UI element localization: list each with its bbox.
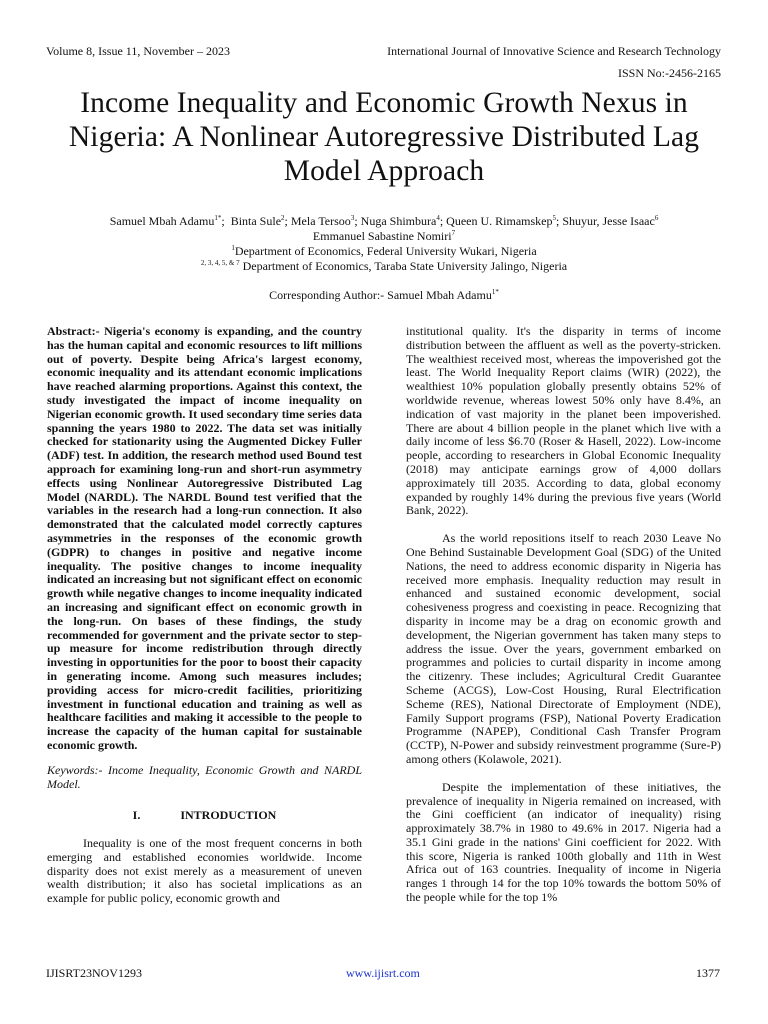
affiliation-2 (40, 259, 728, 273)
affiliation-sup: 1 (231, 244, 235, 252)
corresponding-label: Corresponding Author:- Samuel Mbah Adamu (269, 288, 492, 302)
corresponding-sup: 1* (491, 288, 499, 296)
header-volume: Volume 8, Issue 11, November – 2023 (46, 44, 230, 58)
author-sup: 5 (552, 214, 556, 222)
footer-url-link[interactable]: www.ijisrt.com (346, 966, 420, 980)
body-paragraph: As the world repositions itself to reach 2030 Leave No One Behind Sustainable Development Goal (SDG) of the United Nations, the need to address economic disparity in Nigeria has received more emphasis. Inequality reduction may result in enhanced and sustained economic development, social cohesiveness progress and coexisting in peace. Recognizing that disparity in income may be a drag on economic growth and development, the Nigerian government has taken many steps to address the issue. Over the years, government embarked on programmes and policies to curtail disparity in income among the citizenry. These includes; Agricultural Credit Guarantee Scheme (ACGS), Low-Cost Housing, Rural Electrification Scheme (RES), National Directorate of Employment (NDE), Family Support programs (FSP), National Poverty Eradication Programme (NAPEP), Conditional Cash Transfer Program (CCTP), N-Power and subsidy reinvestment programme (Sure-P) among others (Kolawole, 2021). (406, 531, 721, 766)
section-number: I. (132, 808, 141, 823)
author-sup: 1* (214, 214, 222, 222)
author-list-cont (40, 229, 728, 243)
intro-paragraph: Inequality is one of the most frequent concerns in both emerging and established economies worldwide. Income disparity does not exist merely as a measurement of uneven wealth distribution; it also has societal implications as an example for public policy, economic growth and (47, 836, 362, 906)
author-name: Mela Tersoo (290, 214, 351, 228)
abstract: Abstract:- Nigeria's economy is expanding, and the country has the human capital and economic resources to lift millions out of poverty. Despite being Africa's largest economy, economic inequality and its attendant economic implications have reached alarming proportions. Against this context, the study investigated the impact of income inequality on Nigerian economic growth. It used secondary time series data spanning the years 1980 to 2022. The data set was initially checked for stationarity using the Augmented Dickey Fuller (ADF) test. In addition, the research method used Bound test approach for examining long-run and short-run asymmetry effects using Nonlinear Autoregressive Distributed Lag Model (NARDL). The NARDL Bound test verified that the variables in the research had a long-run connection. It also demonstrated that the calculated model correctly captures asymmetries in the responses of the economic growth (GDPR) to changes in positive and negative income inequality. The positive changes to income inequality indicated an increasing but not significant effect on economic growth while negative changes to income inequality indicated an increasing and significant effect on economic growth in the long-run. On bases of these findings, the study recommended for government and the private sector to step-up measure for income redistribution through directly investing in opportunities for the poor to boost their capacity in generating income. Among such measures includes; providing access for micro-credit facilities, prioritizing investment in functional education and training as well as healthcare facilities and making it accessible to the people to increase the capacity of the human capital for sustainable economic growth. (47, 324, 362, 752)
footer-page-number: 1377 (696, 966, 720, 980)
author-name: Binta Sule (230, 214, 282, 228)
author-name: Emmanuel Sabastine Nomiri (312, 229, 452, 243)
affiliation-1 (40, 244, 728, 258)
affiliation-text: Department of Economics, Federal University Wukari, Nigeria (234, 244, 537, 258)
author-sup: 3 (350, 214, 355, 222)
paper-title: Income Inequality and Economic Growth Nexus in Nigeria: A Nonlinear Autoregressive Distributed Lag Model Approach (68, 87, 700, 187)
header-journal: International Journal of Innovative Science and Research Technology (387, 44, 721, 58)
author-name: Nuga Shimbura (360, 214, 437, 228)
right-column (406, 325, 721, 905)
left-column (47, 325, 362, 906)
footer-paper-id: IJISRT23NOV1293 (46, 966, 142, 980)
section-heading (47, 809, 362, 823)
header-issn: ISSN No:-2456-2165 (617, 66, 721, 80)
section-title: INTRODUCTION (180, 808, 277, 823)
affiliation-sup: 2, 3, 4, 5, & 7 (200, 259, 240, 267)
body-paragraph: Despite the implementation of these initiatives, the prevalence of inequality in Nigeria remained on increased, with the Gini coefficient (an indicator of inequality) rising approximately 38.7% in 1980 to 49.6% in 2017. Nigeria had a 35.1 Gini grade in the nations' Gini coefficient for 2022. With this score, Nigeria is ranked 100th globally and 11th in West Africa out of 163 countries. Inequality of income in Nigeria ranges 1 through 14 for the top 10% towards the bottom 50% of the people while for the top 1% (406, 779, 721, 905)
corresponding-author (40, 288, 728, 302)
keywords: Keywords:- Income Inequality, Economic Growth and NARDL Model. (47, 762, 362, 791)
author-sup: 6 (654, 214, 659, 222)
author-name: Shuyur, Jesse Isaac (562, 214, 655, 228)
body-paragraph: institutional quality. It's the disparity in terms of income distribution between the affluent as well as the poverty-stricken. The wealthiest received most, whereas the impoverished got the least. The World Inequality Report claims (WIR) (2022), the wealthiest 10% population globally presently obtains 52% of worldwide revenue, whereas lowest 50% only have 8.4%, an indication of vast majority in the planet been impoverished. There are about 4 billion people in the planet which live with a daily income of less $6.70 (Roser & Hasell, 2022). Low-income people, according to researchers in Global Economic Inequality (2018) may anticipate earnings grow of 4,000 dollars approximately till 2035. According to data, global economy expanded by roughly 14% during the previous five years (World Bank, 2022). (406, 324, 721, 518)
author-name: Queen U. Rimamskep (446, 214, 553, 228)
author-name: Samuel Mbah Adamu (109, 214, 215, 228)
author-sup: 7 (451, 229, 456, 237)
author-list: Samuel Mbah Adamu$^{1*}$; Binta Sule$^2$; Mela Tersoo$^3$; Nuga Shimbura$^4$; Queen U. Rimamskep$^5$; Shuyur, Jesse Isaac$^6$ (109, 214, 659, 228)
author-sup: 2 (281, 214, 285, 222)
affiliation-text: Department of Economics, Taraba State University Jalingo, Nigeria (239, 259, 568, 273)
author-sup: 4 (436, 214, 440, 222)
